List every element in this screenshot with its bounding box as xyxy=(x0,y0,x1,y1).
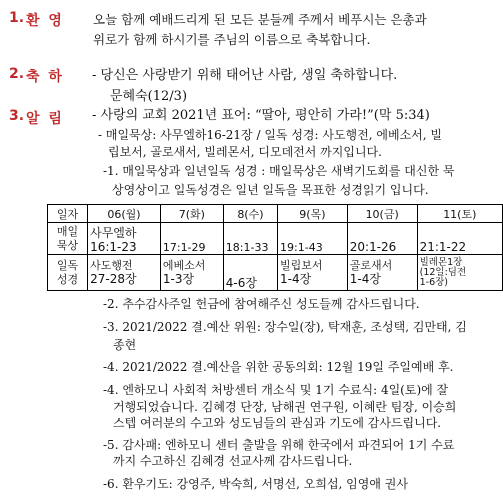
section-title-congrats: 축 하 xyxy=(26,69,64,85)
reading-line-2: 립보서, 골로새서, 빌레몬서, 디모데전서 까지입니다. xyxy=(108,145,382,159)
notice-4b-line-1: -4. 엔하모니 사회적 처방센터 개소식 및 1기 수료식: 4일(토)에 잘 xyxy=(103,383,449,397)
table-row xyxy=(48,255,503,291)
reading-line-1: - 매일묵상: 사무엘하16-21장 / 일독 성경: 사도행전, 에베소서, 빌 xyxy=(98,128,442,142)
header-cell: 11(토) xyxy=(417,205,502,223)
notice-5-line-2: 까지 수고하신 김혜경 선교사께 감사드립니다. xyxy=(113,454,353,468)
table-cell: 에베소서 1-3장 xyxy=(160,255,223,291)
notice-6: -6. 환우기도: 강영주, 박숙희, 서명선, 오희섭, 임영애 권사 xyxy=(103,477,408,491)
section-number: 2. xyxy=(9,66,25,82)
section-title-welcome: 환 영 xyxy=(26,13,64,29)
welcome-line-1: 오늘 함께 예배드리게 된 모든 분들께 주께서 베푸시는 은총과 xyxy=(93,12,427,27)
table-cell: 19:1-43 xyxy=(278,223,348,255)
header-cell: 10(금) xyxy=(347,205,417,223)
table-cell: 21:1-22 xyxy=(417,223,502,255)
header-cell: 06(월) xyxy=(88,205,161,223)
header-cell: 일자 xyxy=(48,205,88,223)
birthday-name: 문혜숙(12/3) xyxy=(110,89,188,104)
notice-3-line-1: -3. 2021/2022 결.예산 위원: 장수일(장), 탁재훈, 조성택, 김만태, 김 xyxy=(103,320,467,334)
table-cell: 골로새서 1-4장 xyxy=(347,255,417,291)
table-header-row xyxy=(48,205,503,223)
schedule-table xyxy=(47,204,503,291)
table-cell: 18:1-33 xyxy=(223,223,277,255)
notice-4b-line-3: 스텝 여러분의 수고와 성도님들의 관심과 기도에 감사드립니다. xyxy=(113,416,442,430)
table-cell: 빌레몬1장 (12일:딤전 1-6장) xyxy=(417,255,502,291)
table-cell: 사도행전 27-28장 xyxy=(88,255,161,291)
section-title-notices: 알 림 xyxy=(26,111,64,127)
section-number: 3. xyxy=(9,108,25,124)
header-cell: 9(목) xyxy=(278,205,348,223)
table-cell: 17:1-29 xyxy=(160,223,223,255)
notice-5-line-1: -5. 감사패: 엔하모니 센터 출발을 위해 한국에서 파견되어 1기 수료 xyxy=(103,438,455,452)
notice-2: -2. 추수감사주일 헌금에 참여해주신 성도들께 감사드립니다. xyxy=(103,297,420,311)
table-row xyxy=(48,223,503,255)
notice-3-line-2: 종현 xyxy=(113,338,137,352)
row-label: 일독 성경 xyxy=(48,255,88,291)
notice-4: -4. 2021/2022 결.예산을 위한 공동의회: 12월 19일 주일예배 후. xyxy=(103,360,454,374)
header-cell: 7(화) xyxy=(160,205,223,223)
section-number: 1. xyxy=(9,10,25,26)
notice-4b-line-2: 거행되었습니다. 김혜경 단장, 남해권 연구원, 이혜란 팀장, 이승희 xyxy=(113,400,457,414)
notice-1-line-1: -1. 매일묵상과 일년일독 성경 : 매일묵상은 새벽기도회를 대신한 묵 xyxy=(103,164,455,178)
welcome-line-2: 위로가 함께 하시기를 주님의 이름으로 축복합니다. xyxy=(93,32,371,47)
table-cell: 20:1-26 xyxy=(347,223,417,255)
header-cell: 8(수) xyxy=(223,205,277,223)
table-cell: 빌립보서 1-4장 xyxy=(278,255,348,291)
notice-1-line-2: 상영상이고 일독성경은 일년 일독을 목표한 성경읽기 입니다. xyxy=(112,183,429,197)
table-cell: 사무엘하 16:1-23 xyxy=(88,223,161,255)
table-cell: 4-6장 xyxy=(223,255,277,291)
motto-line: - 사랑의 교회 2021년 표어: “딸아, 평안히 가라!”(막 5:34) xyxy=(92,108,430,123)
congrats-line-1: - 당신은 사랑받기 위해 태어난 사람, 생일 축하합니다. xyxy=(92,68,398,83)
row-label: 매일 묵상 xyxy=(48,223,88,255)
